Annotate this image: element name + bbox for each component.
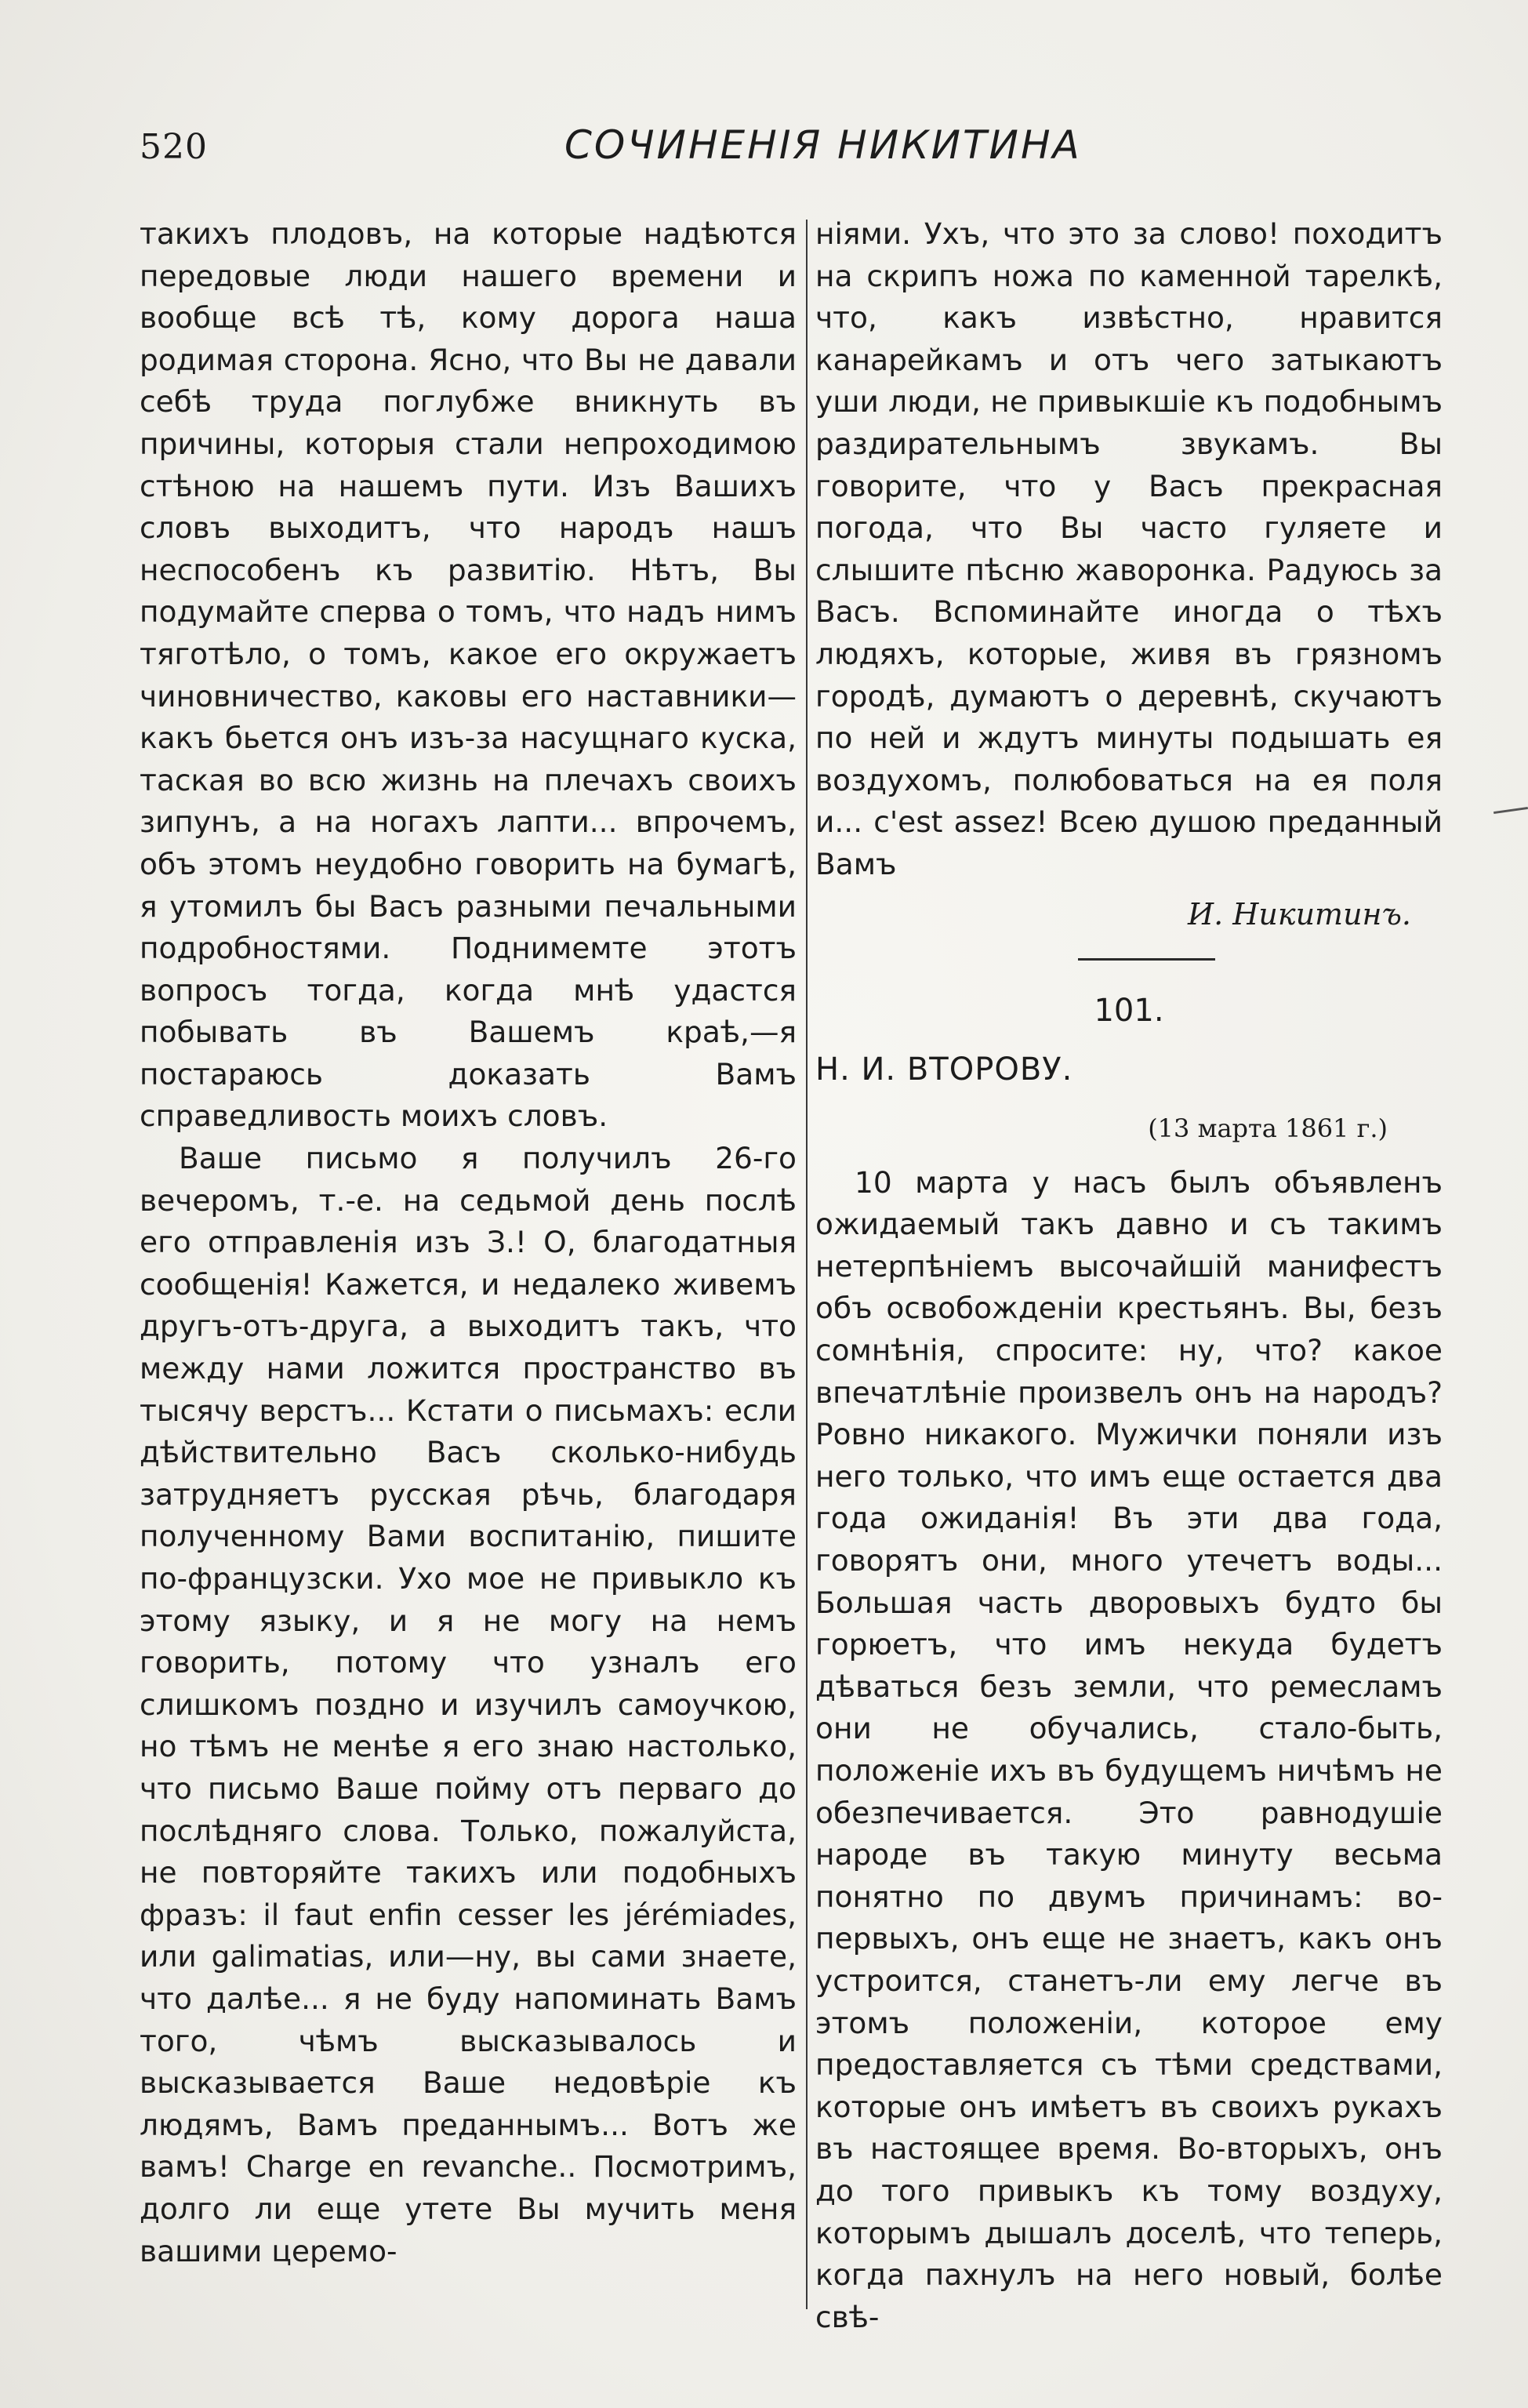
letter-number: 101.	[1094, 992, 1164, 1029]
page-edge-mark	[1494, 807, 1528, 814]
section-rule	[1078, 958, 1215, 961]
column-divider	[806, 220, 808, 2309]
page-number: 520	[140, 127, 208, 167]
letter-addressee: Н. И. ВТОРОВУ.	[815, 1051, 1073, 1088]
running-title: СОЧИНЕНІЯ НИКИТИНА	[564, 122, 1082, 168]
letter-date: (13 марта 1861 г.)	[1148, 1113, 1388, 1143]
right-paragraph-2: 10 марта у насъ былъ объявленъ ожидаемый такъ давно и съ такимъ нетерпѣніемъ высочайшій манифестъ объ освобожденіи крестьянъ. Вы, безъ сомнѣнія, спросите: ну, что? какое впечатлѣніе произвелъ онъ на народъ? Ровно никакого. Мужички поняли изъ него только, что имъ еще остается два года ожиданія! Въ эти два года, говорятъ они, много утечетъ воды... Большая часть дворовыхъ будто бы горюетъ, что имъ некуда будетъ дѣваться безъ земли, что ремесламъ они не обучались, стало-быть, положеніе ихъ въ будущемъ ничѣмъ не обезпечивается. Это равнодушіе народе въ такую минуту весьма понятно по двумъ причинамъ: во-первыхъ, онъ еще не знаетъ, какъ онъ устроится, станетъ-ли ему легче въ этомъ положеніи, которое ему предоставляется съ тѣми средствами, которые онъ имѣетъ въ своихъ рукахъ въ настоящее время. Во-вторыхъ, онъ до того привыкъ къ тому воздуху, которымъ дышалъ доселѣ, что теперь, когда пахнулъ на него новый, болѣе свѣ-	[815, 1164, 1443, 2334]
right-paragraph-1: ніями. Ухъ, что это за слово! походитъ на скрипъ ножа по каменной тарелкѣ, что, какъ извѣстно, нравится канарейкамъ и отъ чего затыкаютъ уши люди, не привыкшіе къ подобнымъ раздирательнымъ звукамъ. Вы говорите, что у Васъ прекрасная погода, что Вы часто гуляете и слышите пѣсню жаворонка. Радуюсь за Васъ. Вспоминайте иногда о тѣхъ людяхъ, которые, живя въ грязномъ городѣ, думаютъ о деревнѣ, скучаютъ по ней и ждутъ минуты подышать ея воздухомъ, полюбоваться на ея поля и... c'est assez! Всею душою преданный Вамъ	[815, 216, 1443, 881]
left-paragraph-1: такихъ плодовъ, на которые надѣются передовые люди нашего времени и вообще всѣ тѣ, кому дорога наша родимая сторона. Ясно, что Вы не давали себѣ труда поглубже вникнуть въ причины, которыя стали непроходимою стѣною на нашемъ пути. Изъ Вашихъ словъ выходитъ, что народъ нашъ неспособенъ къ развитію. Нѣтъ, Вы подумайте сперва о томъ, что надъ нимъ тяготѣло, о томъ, какое его окружаетъ чиновничество, каковы его наставники—какъ бьется онъ изъ-за насущнаго куска, таская во всю жизнь на плечахъ своихъ зипунъ, а на ногахъ лапти... впрочемъ, объ этомъ неудобно говорить на бумагѣ, я утомилъ бы Васъ разными печальными подробностями. Поднимемте этотъ вопросъ тогда, когда мнѣ удастся побывать въ Вашемъ краѣ,—я постараюсь доказать Вамъ справедливость моихъ словъ.	[140, 216, 797, 1134]
signature: И. Никитинъ.	[1187, 896, 1411, 932]
page-header	[0, 118, 1528, 188]
right-column	[815, 213, 1443, 2338]
left-column	[140, 213, 797, 2272]
left-paragraph-2: Ваше письмо я получилъ 26-го вечеромъ, т.-е. на седьмой день послѣ его отправленія изъ З.! О, благодатныя сообщенія! Кажется, и недалеко живемъ другъ-отъ-друга, а выходитъ такъ, что между нами ложится пространство въ тысячу верстъ... Кстати о письмахъ: если дѣйствительно Васъ сколько-нибудь затрудняетъ русская рѣчь, благодаря полученному Вами воспитанію, пишите по-французски. Ухо мое не привыкло къ этому языку, и я не могу на немъ говорить, потому что узналъ его слишкомъ поздно и изучилъ самоучкою, но тѣмъ не менѣе я его знаю настолько, что письмо Ваше пойму отъ перваго до послѣдняго слова. Только, пожалуйста, не повторяйте такихъ или подобныхъ фразъ: il faut enfin cesser les jérémiades, или galimatias, или—ну, вы сами знаете, что далѣе... я не буду напоминать Вамъ того, чѣмъ высказывалось и высказывается Ваше недовѣріе къ людямъ, Вамъ преданнымъ... Вотъ же вамъ! Charge en revanche.. Посмотримъ, долго ли еще утете Вы мучить меня вашими церемо-	[140, 1141, 797, 2268]
